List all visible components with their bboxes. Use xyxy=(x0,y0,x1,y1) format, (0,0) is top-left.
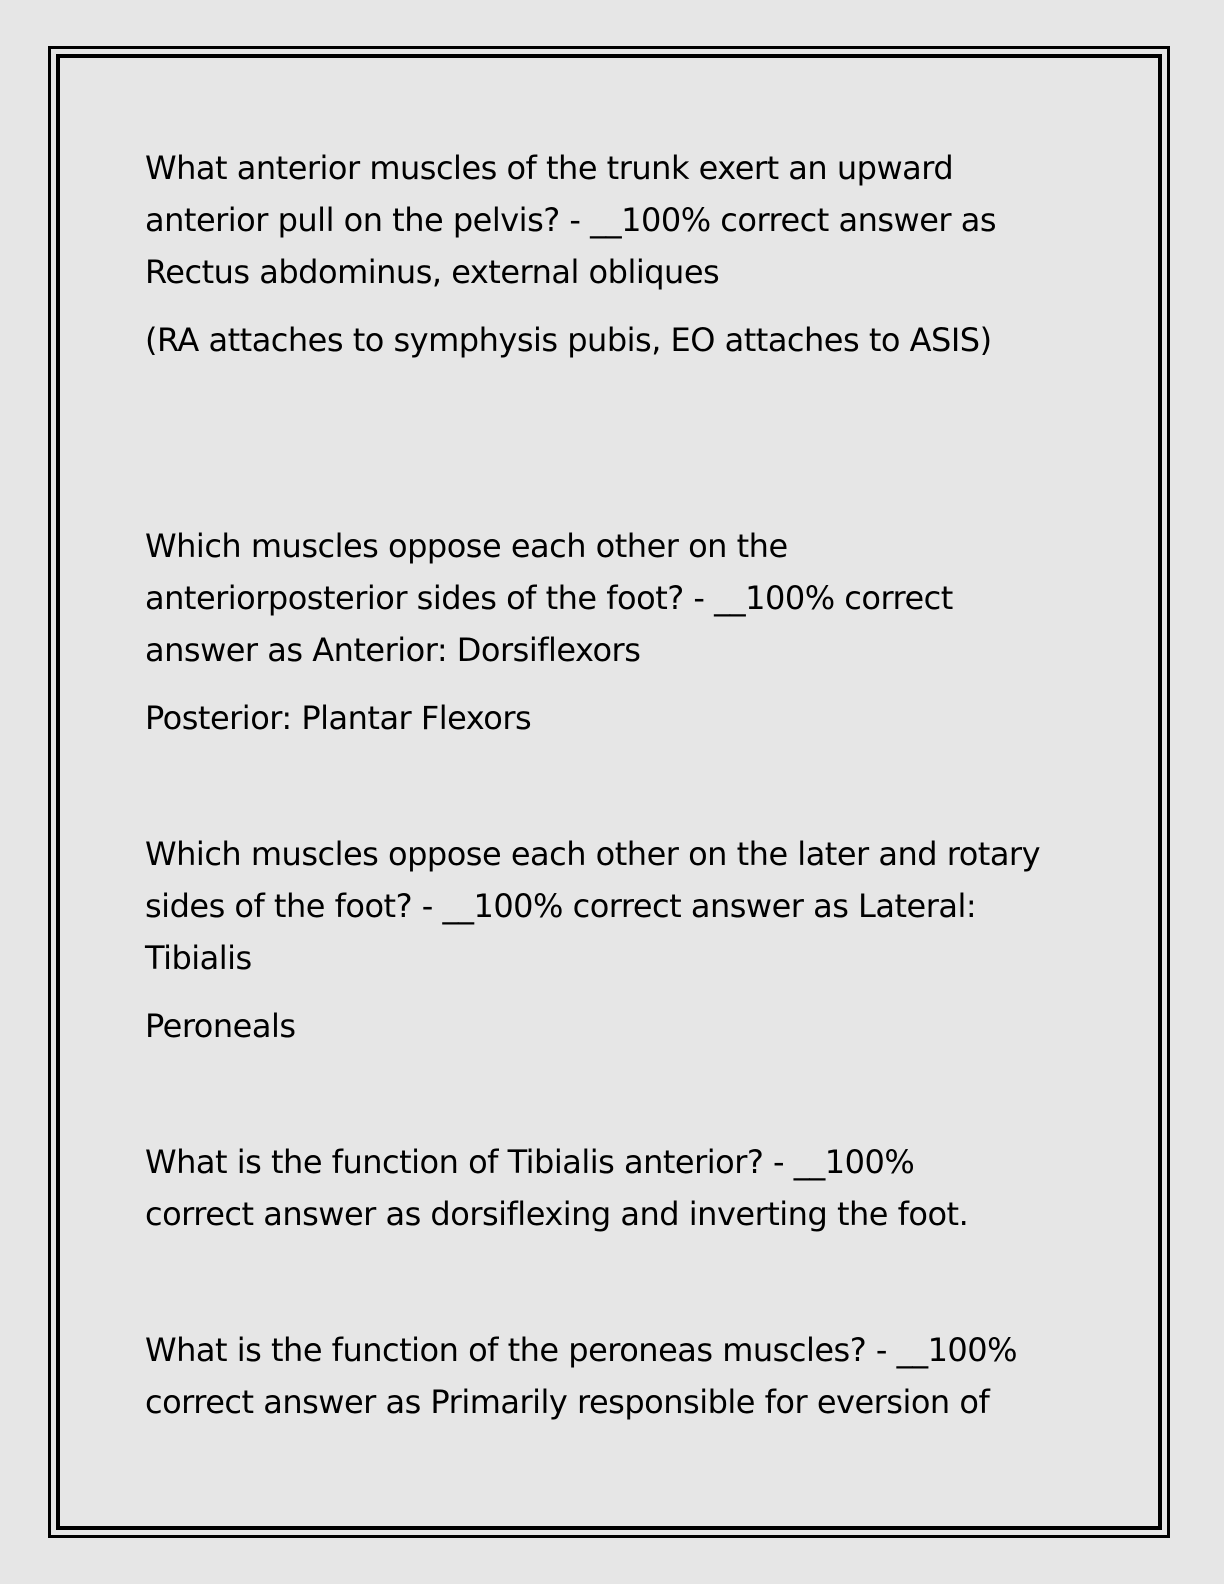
question-line: sides of the foot? - __100% correct answer as Lateral: xyxy=(145,887,977,925)
answer-note: Posterior: Plantar Flexors xyxy=(145,699,532,737)
question-line: What anterior muscles of the trunk exert an upward xyxy=(145,149,954,187)
answer-note: (RA attaches to symphysis pubis, EO attaches to ASIS) xyxy=(145,321,992,359)
answer-line: Rectus abdominus, external obliques xyxy=(145,253,720,291)
answer-note: Peroneals xyxy=(145,1007,296,1045)
question-line: anterior pull on the pelvis? - __100% correct answer as xyxy=(145,201,997,239)
question-line: Which muscles oppose each other on the later and rotary xyxy=(145,835,1041,873)
qa-item-5 xyxy=(145,1324,1017,1428)
qa-item-4 xyxy=(145,1136,968,1240)
question-line: anteriorposterior sides of the foot? - __100% correct xyxy=(145,579,953,617)
question-line: Which muscles oppose each other on the xyxy=(145,527,788,565)
answer-line: answer as Anterior: Dorsiflexors xyxy=(145,631,641,669)
answer-line: correct answer as Primarily responsible for eversion of xyxy=(145,1383,990,1421)
qa-item-3 xyxy=(145,828,1040,1052)
qa-item-2 xyxy=(145,520,953,744)
question-line: What is the function of Tibialis anterior? - __100% xyxy=(145,1143,915,1181)
question-line: What is the function of the peroneas muscles? - __100% xyxy=(145,1331,1018,1369)
qa-item-1 xyxy=(145,142,996,366)
answer-line: Tibialis xyxy=(145,939,252,977)
answer-line: correct answer as dorsiflexing and inverting the foot. xyxy=(145,1195,969,1233)
